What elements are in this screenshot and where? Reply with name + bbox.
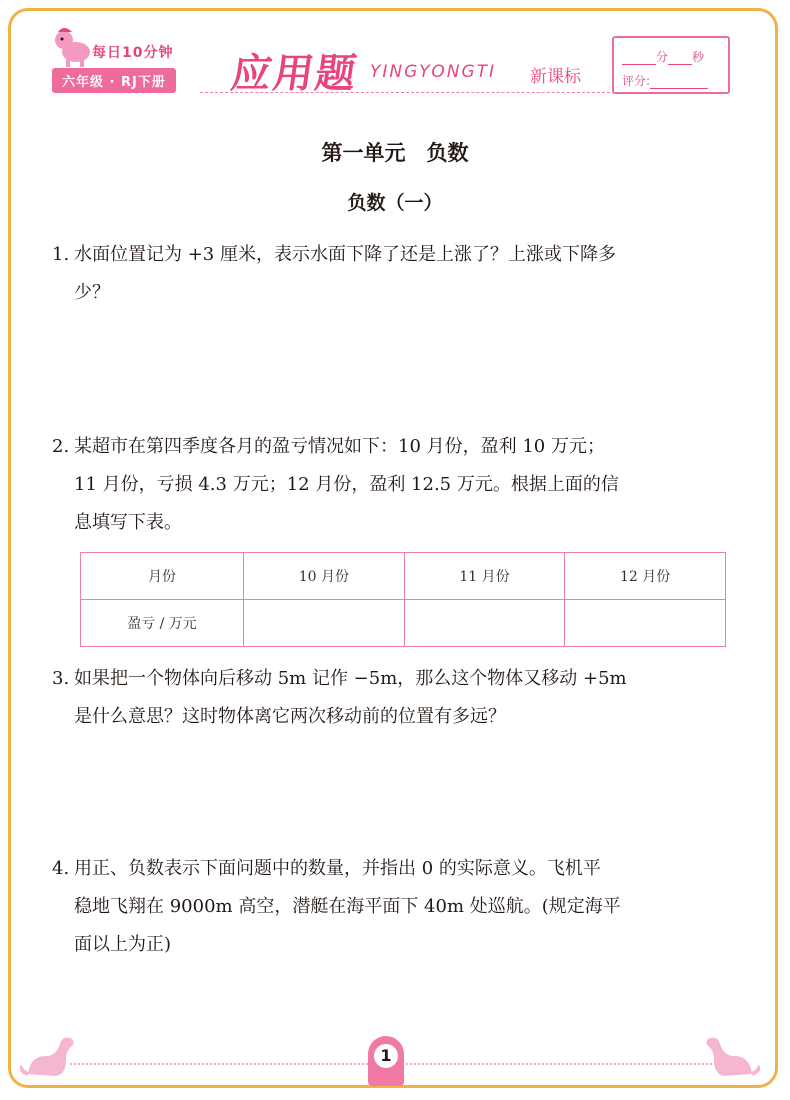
table-header-cell: 10 月份 [244, 553, 405, 600]
dinosaur-right-icon [700, 1030, 760, 1080]
answer-cell[interactable] [565, 600, 726, 647]
table-header-row [81, 553, 726, 600]
question-text: 稳地飞翔在 9000m 高空，潜艇在海平面下 40m 处巡航。(规定海平 [74, 896, 621, 917]
answer-cell[interactable] [404, 600, 565, 647]
question-number: 1. [52, 244, 70, 265]
pony-mascot-icon [52, 26, 96, 68]
book-title: 应用题 [228, 50, 361, 97]
question-text: 水面位置记为 +3 厘米，表示水面下降了还是上涨了？上涨或下降多 [74, 244, 616, 265]
question-2 [52, 428, 732, 542]
score-box [612, 36, 730, 94]
book-title-pinyin: YINGYONGTI [370, 62, 497, 82]
answer-cell[interactable] [244, 600, 405, 647]
question-text: 少？ [74, 282, 110, 303]
question-number: 4. [52, 858, 70, 879]
edition-label: 新课标 [530, 67, 581, 87]
question-text: 是什么意思？这时物体离它两次移动前的位置有多远？ [74, 706, 506, 727]
question-number: 2. [52, 436, 70, 457]
question-text: 面以上为正) [74, 934, 172, 955]
grade-badge: 六年级 · RJ下册 [52, 68, 176, 93]
question-text: 11 月份，亏损 4.3 万元；12 月份，盈利 12.5 万元。根据上面的信 [74, 474, 619, 495]
series-brand: 每日10分钟 [92, 45, 174, 61]
table-header-cell: 月份 [81, 553, 244, 600]
table-header-cell: 11 月份 [404, 553, 565, 600]
question-text: 某超市在第四季度各月的盈亏情况如下：10 月份，盈利 10 万元； [74, 436, 605, 457]
page-number: 1 [374, 1044, 398, 1068]
question-1 [52, 236, 732, 312]
question-4 [52, 850, 732, 964]
table-row-label: 盈亏 / 万元 [81, 600, 244, 647]
section-title: 负数（一） [347, 192, 443, 214]
question-text: 息填写下表。 [74, 512, 182, 533]
profit-loss-table [80, 552, 726, 647]
table-header-cell: 12 月份 [565, 553, 726, 600]
question-text: 如果把一个物体向后移动 5m 记作 −5m，那么这个物体又移动 +5m [74, 668, 627, 689]
question-number: 3. [52, 668, 70, 689]
header-divider [200, 92, 610, 93]
series-logo [52, 22, 202, 94]
question-text: 用正、负数表示下面问题中的数量，并指出 0 的实际意义。飞机平 [74, 858, 601, 879]
minute-label: 分 [656, 50, 669, 64]
second-label: 秒 [692, 50, 705, 64]
score-label: 评分: [622, 74, 651, 88]
time-field [622, 48, 704, 65]
score-field [622, 72, 708, 89]
question-3 [52, 660, 732, 736]
table-row [81, 600, 726, 647]
dinosaur-left-icon [20, 1030, 80, 1080]
unit-title: 第一单元 负数 [321, 141, 469, 165]
